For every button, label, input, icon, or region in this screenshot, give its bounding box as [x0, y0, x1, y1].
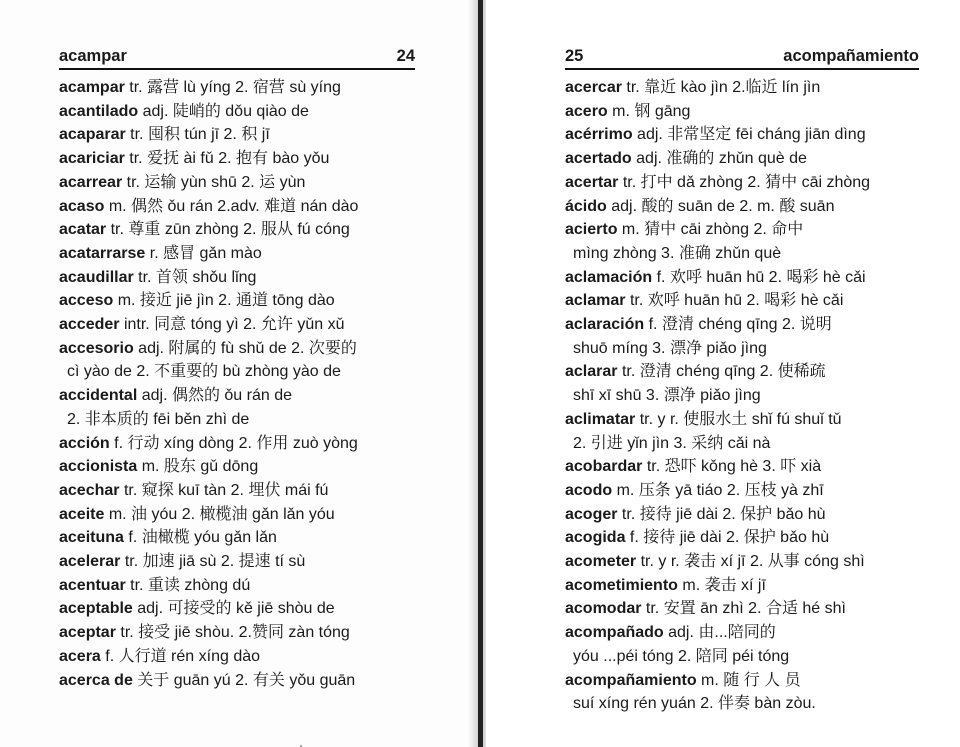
- definition: m. 股东 gǔ dōng: [137, 458, 259, 476]
- definition: tr. 恐吓 kǒng hè 3. 吓 xià: [642, 458, 822, 476]
- definition: tr. 接待 jiē dài 2. 保护 bǎo hù: [617, 505, 826, 523]
- dictionary-entry: [59, 432, 424, 456]
- headword: acogida: [565, 529, 626, 547]
- dictionary-entry: [565, 123, 925, 147]
- headword: accionista: [59, 458, 138, 476]
- headword: acobardar: [565, 458, 643, 476]
- definition: tr. 澄清 chéng qīng 2. 使稀疏: [617, 363, 826, 381]
- definition: tr. 靠近 kào jìn 2.临近 lín jìn: [621, 79, 821, 96]
- dictionary-entry: [565, 147, 925, 171]
- dictionary-entry: [59, 621, 424, 645]
- dictionary-entry: [565, 266, 925, 290]
- dictionary-entry: [565, 408, 925, 432]
- headword: acción: [59, 434, 110, 452]
- headword: acercar: [565, 79, 622, 96]
- definition: f. 欢呼 huān hū 2. 喝彩 hè cǎi: [652, 268, 866, 286]
- left-entries: [59, 76, 424, 692]
- definition: adj. 准确的 zhǔn què de: [631, 150, 807, 168]
- definition: suí xíng rén yuán 2. 伴奏 bàn zòu.: [573, 695, 816, 713]
- definition: adj. 非常坚定 fēi cháng jiān dìng: [632, 126, 866, 144]
- definition: adj. 陡峭的 dǒu qiào de: [138, 102, 309, 120]
- dictionary-entry: [59, 597, 424, 621]
- definition: m. 猜中 cāi zhòng 2. 命中: [617, 221, 804, 239]
- dictionary-entry: [565, 550, 925, 574]
- headword: acampar: [59, 79, 125, 96]
- dictionary-entry: [565, 289, 925, 313]
- entry-continuation: [59, 360, 424, 384]
- definition: tr. 爱抚 ài fǔ 2. 抱有 bào yǒu: [124, 150, 330, 168]
- headword: acatarrarse: [59, 244, 146, 262]
- entry-continuation: [565, 692, 925, 716]
- headword: acantilado: [59, 102, 139, 120]
- headword: acelerar: [59, 553, 121, 571]
- headword: acodo: [565, 481, 613, 499]
- headword: acariciar: [59, 150, 125, 168]
- page-number: 25: [565, 47, 584, 65]
- definition: adj. 酸的 suān de 2. m. 酸 suān: [606, 197, 835, 215]
- dictionary-entry: [565, 455, 925, 479]
- definition: shuō míng 3. 漂净 piǎo jìng: [573, 339, 767, 357]
- definition: cì yào de 2. 不重要的 bù zhòng yào de: [67, 363, 341, 381]
- definition: tr. 囤积 tún jī 2. 积 jī: [125, 126, 270, 144]
- definition: m. 压条 yā tiáo 2. 压枝 yà zhī: [612, 481, 824, 499]
- definition: tr. y r. 使服水土 shǐ fú shuǐ tǔ: [635, 410, 842, 428]
- definition: adj. 附属的 fù shǔ de 2. 次要的: [133, 339, 357, 357]
- definition: f. 人行道 rén xíng dào: [100, 647, 261, 665]
- headword: aclamar: [565, 292, 626, 310]
- headword: ácido: [565, 197, 607, 215]
- headword: acertado: [565, 150, 632, 168]
- dictionary-entry: [59, 503, 424, 527]
- dictionary-entry: [565, 313, 925, 337]
- definition: mìng zhòng 3. 准确 zhǔn què: [573, 244, 782, 262]
- definition: adj. 由...陪同的: [663, 624, 776, 642]
- headword: acomodar: [565, 600, 642, 618]
- definition: 2. 非本质的 fēi běn zhì de: [67, 410, 250, 428]
- dictionary-entry: [59, 76, 424, 100]
- headword: aceptable: [59, 600, 133, 618]
- headword: acceso: [59, 292, 114, 310]
- headword: aclimatar: [565, 410, 636, 428]
- definition: adj. 可接受的 kě jiē shòu de: [132, 600, 335, 618]
- dictionary-entry: [59, 574, 424, 598]
- left-page-header: [59, 44, 415, 70]
- headword: aclamación: [565, 268, 653, 286]
- dictionary-entry: [59, 384, 424, 408]
- definition: shī xī shū 3. 漂净 piǎo jìng: [573, 387, 761, 405]
- dictionary-entry: [59, 337, 424, 361]
- definition: tr. 接受 jiē shòu. 2.赞同 zàn tóng: [115, 624, 350, 642]
- headword: acompañado: [565, 624, 664, 642]
- headword: aclaración: [565, 316, 645, 334]
- headword: acaso: [59, 197, 105, 215]
- right-page: [486, 0, 960, 747]
- headword: acero: [565, 102, 608, 120]
- definition: m. 油 yóu 2. 橄榄油 gǎn lǎn yóu: [104, 505, 335, 523]
- headword: acera: [59, 647, 101, 665]
- definition: tr. 尊重 zūn zhòng 2. 服从 fú cóng: [106, 221, 350, 239]
- dictionary-entry: [565, 669, 925, 693]
- dictionary-entry: [59, 123, 424, 147]
- definition: tr. 首领 shǒu lǐng: [133, 268, 257, 286]
- dictionary-entry: [59, 455, 424, 479]
- headword: aceptar: [59, 624, 116, 642]
- definition: 关于 guān yú 2. 有关 yǒu guān: [132, 671, 356, 689]
- entry-continuation: [565, 384, 925, 408]
- definition: tr. 加速 jiā sù 2. 提速 tí sù: [120, 553, 306, 571]
- entry-continuation: [565, 645, 925, 669]
- entry-continuation: [565, 337, 925, 361]
- right-entries: [565, 76, 925, 716]
- definition: tr. 运输 yùn shū 2. 运 yùn: [122, 173, 306, 191]
- definition: tr. 打中 dǎ zhòng 2. 猜中 cāi zhòng: [618, 173, 871, 191]
- dictionary-entry: [59, 669, 424, 693]
- definition: r. 感冒 gǎn mào: [145, 244, 262, 262]
- definition: m. 接近 jiē jìn 2. 通道 tōng dào: [113, 292, 335, 310]
- definition: tr. 欢呼 huān hū 2. 喝彩 hè cǎi: [625, 292, 844, 310]
- definition: m. 钢 gāng: [607, 102, 691, 120]
- headword: accidental: [59, 387, 138, 405]
- left-page: [0, 0, 470, 747]
- definition: m. 随 行 人 员: [696, 671, 801, 689]
- right-page-header: [565, 44, 919, 70]
- dictionary-entry: [59, 218, 424, 242]
- dictionary-entry: [565, 171, 925, 195]
- dictionary-entry: [59, 266, 424, 290]
- dictionary-entry: [565, 360, 925, 384]
- dictionary-entry: [565, 597, 925, 621]
- dictionary-entry: [565, 76, 925, 100]
- dictionary-entry: [59, 171, 424, 195]
- definition: tr. 窥探 kuī tàn 2. 埋伏 mái fú: [119, 481, 329, 499]
- dictionary-entry: [565, 479, 925, 503]
- dictionary-entry: [59, 550, 424, 574]
- headword: acaparar: [59, 126, 126, 144]
- definition: f. 油橄榄 yóu gǎn lǎn: [123, 529, 277, 547]
- headword: aclarar: [565, 363, 618, 381]
- dictionary-entry: [565, 503, 925, 527]
- entry-continuation: [565, 432, 925, 456]
- headword: acertar: [565, 173, 619, 191]
- entry-continuation: [565, 242, 925, 266]
- dictionary-entry: [59, 195, 424, 219]
- definition: 2. 引进 yǐn jìn 3. 采纳 cǎi nà: [573, 434, 771, 452]
- definition: f. 接待 jiē dài 2. 保护 bǎo hù: [625, 529, 830, 547]
- definition: tr. 重读 zhòng dú: [125, 576, 251, 594]
- headword: aceituna: [59, 529, 124, 547]
- dictionary-entry: [565, 526, 925, 550]
- dictionary-entry: [59, 242, 424, 266]
- headword: acechar: [59, 481, 120, 499]
- headword: acceder: [59, 316, 120, 334]
- headword: acarrear: [59, 173, 123, 191]
- page-number: 24: [396, 47, 415, 65]
- dictionary-entry: [565, 100, 925, 124]
- dictionary-entry: [565, 574, 925, 598]
- dictionary-entry: [59, 100, 424, 124]
- headword: acierto: [565, 221, 618, 239]
- dictionary-entry: [59, 479, 424, 503]
- guide-word: acompañamiento: [783, 47, 919, 65]
- dictionary-entry: [59, 147, 424, 171]
- definition: tr. 露营 lù yíng 2. 宿营 sù yíng: [124, 79, 341, 96]
- headword: acatar: [59, 221, 107, 239]
- definition: f. 澄清 chéng qīng 2. 说明: [644, 316, 832, 334]
- definition: adj. 偶然的 ǒu rán de: [137, 387, 293, 405]
- headword: acometimiento: [565, 576, 678, 594]
- definition: m. 偶然 ǒu rán 2.adv. 难道 nán dào: [104, 197, 359, 215]
- definition: m. 袭击 xí jī: [677, 576, 766, 594]
- headword: aceite: [59, 505, 105, 523]
- dictionary-entry: [565, 195, 925, 219]
- guide-word: acampar: [59, 47, 127, 65]
- dictionary-entry: [59, 526, 424, 550]
- dictionary-entry: [59, 313, 424, 337]
- definition: yóu ...péi tóng 2. 陪同 péi tóng: [573, 647, 790, 665]
- headword: acérrimo: [565, 126, 633, 144]
- definition: f. 行动 xíng dòng 2. 作用 zuò yòng: [109, 434, 358, 452]
- headword: acaudillar: [59, 268, 134, 286]
- headword: acometer: [565, 553, 637, 571]
- headword: accesorio: [59, 339, 134, 357]
- entry-continuation: [59, 408, 424, 432]
- headword: acentuar: [59, 576, 126, 594]
- dictionary-entry: [565, 621, 925, 645]
- definition: tr. y r. 袭击 xí jī 2. 从事 cóng shì: [636, 553, 865, 571]
- definition: tr. 安置 ān zhì 2. 合适 hé shì: [641, 600, 846, 618]
- dictionary-entry: [59, 289, 424, 313]
- headword: acoger: [565, 505, 618, 523]
- headword: acompañamiento: [565, 671, 697, 689]
- definition: intr. 同意 tóng yì 2. 允许 yǔn xǔ: [119, 316, 345, 334]
- headword: acerca de: [59, 671, 133, 689]
- dictionary-entry: [565, 218, 925, 242]
- dictionary-entry: [59, 645, 424, 669]
